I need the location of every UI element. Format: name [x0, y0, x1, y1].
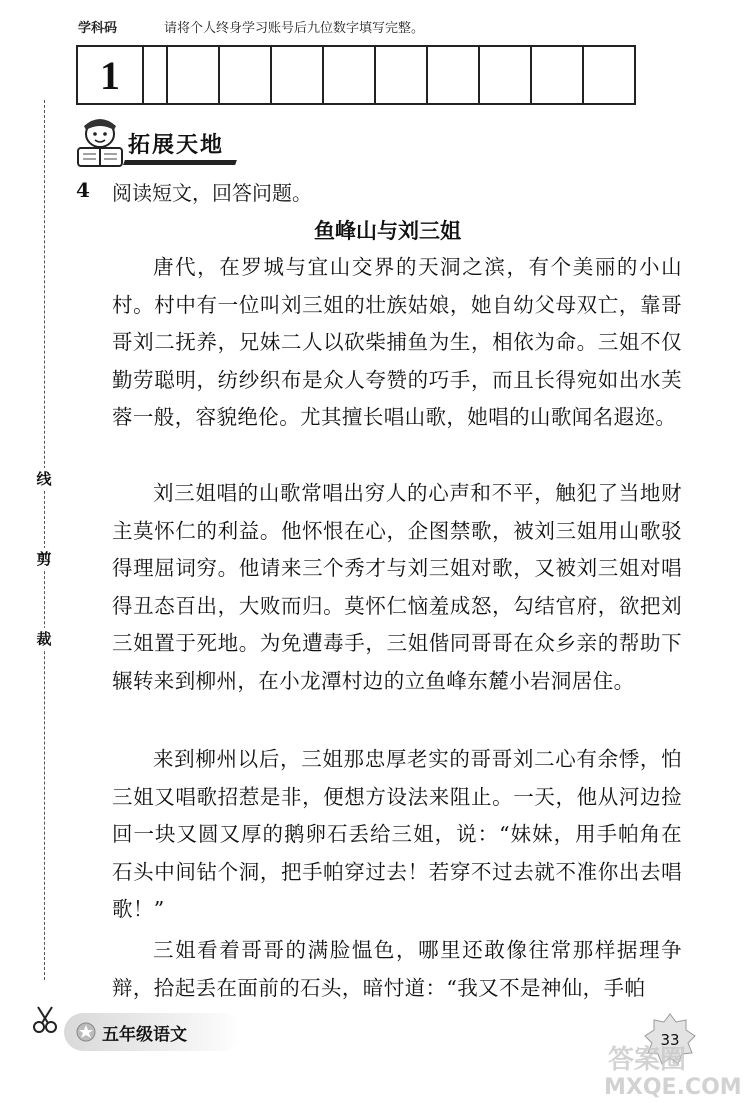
digit-box[interactable] [480, 47, 532, 103]
story-body [112, 249, 682, 437]
story-paragraph: 唐代，在罗城与宜山交界的天洞之滨，有个美丽的小山村。村中有一位叫刘三姐的壮族姑娘，她自幼父母双亡，靠哥哥刘二抚养，兄妹二人以砍柴捕鱼为生，相依为命。三姐不仅勤劳聪明，纺纱织布是众人夸赞的巧手，而且长得宛如出水芙蓉一般，容貌绝伦。尤其擅长唱山歌，她唱的山歌闻名遐迩。 [112, 255, 682, 429]
cut-line-label: 线 [34, 468, 54, 489]
question-prompt: 阅读短文，回答问题。 [112, 181, 312, 205]
account-instruction: 请将个人终身学习账号后九位数字填写完整。 [164, 21, 425, 36]
cut-line [44, 100, 45, 980]
subject-code-label: 学科码 [78, 21, 118, 36]
cut-line-label: 剪 [34, 548, 54, 569]
story-paragraph: 刘三姐唱的山歌常唱出穷人的心声和不平，触犯了当地财主莫怀仁的利益。他怀恨在心，企图禁歌，被刘三姐用山歌驳得理屈词穷。他请来三个秀才与刘三姐对歌，又被刘三姐对唱得丑态百出，大败而归。莫怀仁恼羞成怒，勾结官府，欲把刘三姐置于死地。为免遭毒手，三姐偕同哥哥在众乡亲的帮助下辗转来到柳州，在小龙潭村边的立鱼峰东麓小岩洞居住。 [112, 481, 682, 693]
story-body [112, 741, 682, 929]
digit-box[interactable] [168, 47, 220, 103]
story-title: 鱼峰山与刘三姐 [314, 219, 461, 243]
star-badge-icon [76, 1022, 96, 1042]
footer-grade-label: 五年级语文 [102, 1025, 187, 1045]
story-paragraph: 来到柳州以后，三姐那忠厚老实的哥哥刘二心有余悸，怕三姐又唱歌招惹是非，便想方设法来阻止。一天，他从河边捡回一块又圆又厚的鹅卵石丢给三姐，说：“妹妹，用手帕角在石头中间钻个洞，把手帕穿过去！若穿不过去就不准你出去唱歌！” [112, 747, 682, 921]
page-number: 33 [660, 1031, 680, 1049]
scissors-icon [30, 1005, 60, 1035]
digit-box[interactable] [324, 47, 376, 103]
watermark-logo [600, 1040, 750, 1099]
digit-box[interactable] [428, 47, 480, 103]
subject-code-box: 1 [78, 47, 144, 103]
digit-box[interactable] [272, 47, 324, 103]
digit-box[interactable] [376, 47, 428, 103]
account-number-boxes [76, 45, 636, 105]
digit-box[interactable] [584, 47, 636, 103]
section-title-underline [123, 160, 237, 165]
cut-line-label: 裁 [34, 628, 54, 649]
story-paragraph: 三姐看着哥哥的满脸愠色，哪里还敢像往常那样据理争辩，拾起丢在面前的石头，暗忖道：“我又不是神仙，手帕 [112, 938, 682, 1000]
story-body [112, 475, 682, 700]
svg-text:答案圈: 答案圈 [608, 1045, 687, 1075]
digit-box[interactable] [220, 47, 272, 103]
section-title: 拓展天地 [128, 133, 225, 158]
kid-reading-icon [70, 112, 130, 170]
digit-box[interactable] [532, 47, 584, 103]
code-separator [144, 47, 168, 103]
svg-text:MXQE.COM: MXQE.COM [604, 1075, 742, 1099]
story-body [112, 932, 682, 1007]
question-number: 4 [76, 178, 90, 202]
